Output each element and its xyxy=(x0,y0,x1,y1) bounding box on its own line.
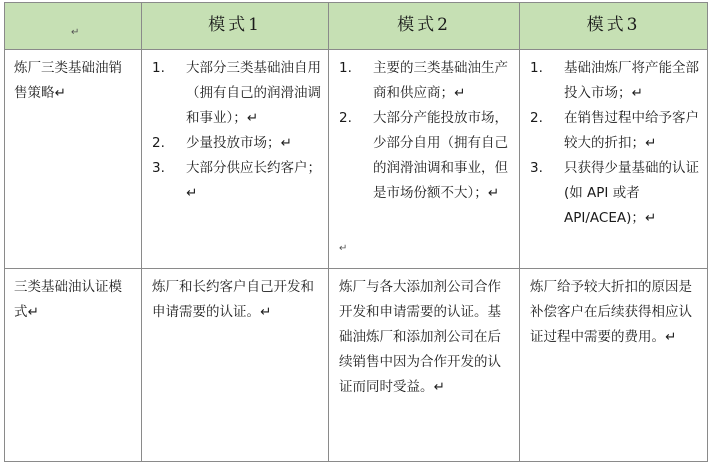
list-item xyxy=(339,106,513,206)
row-sales-strategy-mode3 xyxy=(519,49,708,269)
list-text: 只获得少量基础的认证(如 API 或者 API/ACEA)；↵ xyxy=(564,160,699,226)
certification-mode1-text: 炼厂和长约客户自己开发和申请需要的认证。↵ xyxy=(152,279,314,320)
mode2-strategy-list xyxy=(339,56,513,206)
list-item xyxy=(152,131,322,156)
list-number: 1. xyxy=(530,60,543,76)
list-number: 1. xyxy=(152,60,165,76)
row-sales-strategy-label-cell xyxy=(4,49,142,269)
row-certification-mode1 xyxy=(141,268,329,462)
list-item xyxy=(152,56,322,131)
list-number: 3. xyxy=(530,160,543,176)
list-number: 1. xyxy=(339,60,352,76)
list-text: 少量投放市场；↵ xyxy=(186,135,292,151)
list-item xyxy=(152,156,322,206)
header-mode3 xyxy=(519,2,708,50)
row-sales-strategy-mode1 xyxy=(141,49,329,269)
header-mode1-label: 模式1 xyxy=(208,15,262,35)
row-certification-label-cell xyxy=(4,268,142,462)
certification-mode2-text: 炼厂与各大添加剂公司合作开发和申请需要的认证。基础油炼厂和添加剂公司在后续销售中因为合作开发的认证而同时受益。↵ xyxy=(339,279,501,395)
list-item xyxy=(530,56,701,106)
list-item xyxy=(530,106,701,156)
certification-mode3-text: 炼厂给予较大折扣的原因是补偿客户在后续获得相应认证过程中需要的费用。↵ xyxy=(530,279,692,345)
paragraph-mark: ↵ xyxy=(71,27,80,38)
header-mode3-label: 模式3 xyxy=(586,15,641,35)
list-number: 2. xyxy=(339,110,352,126)
header-mode2-label: 模式2 xyxy=(397,15,451,35)
mode1-strategy-list xyxy=(152,56,322,206)
list-item xyxy=(339,56,513,106)
paragraph-mark: ↵ xyxy=(339,243,348,254)
list-number: 3. xyxy=(152,160,165,176)
row-certification-label: 三类基础油认证模式↵ xyxy=(14,279,122,320)
header-blank-cell xyxy=(4,2,142,50)
row-sales-strategy-mode2 xyxy=(328,49,520,269)
list-text: 基础油炼厂将产能全部投入市场；↵ xyxy=(564,60,699,101)
list-number: 2. xyxy=(152,135,165,151)
header-mode2 xyxy=(328,2,520,50)
comparison-table xyxy=(4,2,708,462)
list-text: 大部分三类基础油自用（拥有自己的润滑油调和事业）；↵ xyxy=(186,60,321,126)
list-text: 大部分产能投放市场，少部分自用（拥有自己的润滑油调和事业，但是市场份额不大）；↵ xyxy=(373,110,508,201)
list-text: 大部分供应长约客户；↵ xyxy=(186,160,321,201)
mode3-strategy-list xyxy=(530,56,701,231)
list-item xyxy=(530,156,701,231)
list-text: 主要的三类基础油生产商和供应商；↵ xyxy=(373,60,508,101)
header-mode1 xyxy=(141,2,329,50)
row-certification-mode3 xyxy=(519,268,708,462)
list-number: 2. xyxy=(530,110,543,126)
row-sales-strategy-label: 炼厂三类基础油销售策略↵ xyxy=(14,60,122,101)
list-text: 在销售过程中给予客户较大的折扣；↵ xyxy=(564,110,699,151)
row-certification-mode2 xyxy=(328,268,520,462)
